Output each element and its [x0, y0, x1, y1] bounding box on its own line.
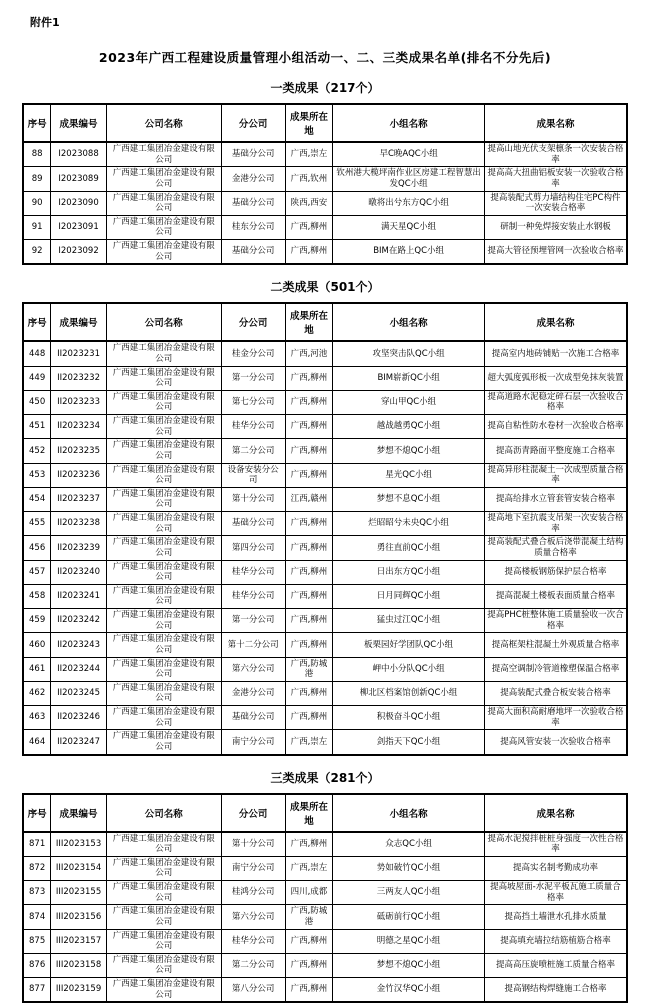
cell-branch: 基础分公司: [221, 240, 285, 265]
cell-code: II2023242: [51, 609, 107, 633]
cell-code: II2023241: [51, 584, 107, 608]
results-table: [22, 103, 628, 265]
cell-group-name: 砥砺前行QC小组: [333, 905, 485, 929]
table-row: [23, 706, 627, 730]
table-row: [23, 657, 627, 681]
cell-company: 广西建工集团冶金建设有限公司: [106, 609, 221, 633]
cell-serial: 451: [23, 415, 51, 439]
cell-company: 广西建工集团冶金建设有限公司: [106, 905, 221, 929]
cell-code: I2023088: [51, 142, 107, 167]
cell-branch: 第十分公司: [221, 832, 285, 857]
cell-branch: 基础分公司: [221, 706, 285, 730]
cell-company: 广西建工集团冶金建设有限公司: [106, 215, 221, 239]
table-row: [23, 341, 627, 366]
cell-group-name: 攻坚突击队QC小组: [333, 341, 485, 366]
table-row: [23, 191, 627, 215]
cell-group-name: BIM在路上QC小组: [333, 240, 485, 265]
cell-location: 广西,柳州: [285, 215, 333, 239]
cell-location: 广西,崇左: [285, 856, 333, 880]
table-row: [23, 584, 627, 608]
cell-branch: 桂华分公司: [221, 929, 285, 953]
table-row: [23, 633, 627, 657]
header-row: [23, 303, 627, 341]
cell-serial: 450: [23, 390, 51, 414]
cell-result-name: 提高装配式剪力墙结构住宅PC构件一次安装合格率: [484, 191, 627, 215]
section-heading: 三类成果（281个）: [0, 769, 650, 786]
cell-group-name: 暾将出兮东方QC小组: [333, 191, 485, 215]
cell-serial: 874: [23, 905, 51, 929]
section-heading: 二类成果（501个）: [0, 278, 650, 295]
cell-company: 广西建工集团冶金建设有限公司: [106, 512, 221, 536]
cell-company: 广西建工集团冶金建设有限公司: [106, 730, 221, 755]
results-table: [22, 793, 628, 1003]
cell-result-name: 提高沥青路面平整度施工合格率: [484, 439, 627, 463]
cell-code: II2023233: [51, 390, 107, 414]
table-row: [23, 439, 627, 463]
cell-location: 广西,柳州: [285, 560, 333, 584]
cell-serial: 455: [23, 512, 51, 536]
cell-code: III2023156: [51, 905, 107, 929]
cell-group-name: 积极奋斗QC小组: [333, 706, 485, 730]
cell-location: 广西,柳州: [285, 953, 333, 977]
cell-code: I2023089: [51, 167, 107, 191]
attachment-label: 附件1: [30, 14, 650, 30]
cell-result-name: 提高填充墙拉结筋植筋合格率: [484, 929, 627, 953]
cell-company: 广西建工集团冶金建设有限公司: [106, 167, 221, 191]
cell-company: 广西建工集团冶金建设有限公司: [106, 929, 221, 953]
cell-group-name: 三两友人QC小组: [333, 881, 485, 905]
cell-group-name: 日月同辉QC小组: [333, 584, 485, 608]
cell-serial: 459: [23, 609, 51, 633]
cell-result-name: 提高异形柱混凝土一次成型质量合格率: [484, 463, 627, 487]
cell-code: II2023246: [51, 706, 107, 730]
cell-group-name: 星光QC小组: [333, 463, 485, 487]
cell-location: 广西,柳州: [285, 633, 333, 657]
cell-code: II2023244: [51, 657, 107, 681]
table-row: [23, 953, 627, 977]
cell-branch: 第一分公司: [221, 366, 285, 390]
cell-serial: 463: [23, 706, 51, 730]
cell-code: III2023158: [51, 953, 107, 977]
table-row: [23, 609, 627, 633]
cell-branch: 桂华分公司: [221, 584, 285, 608]
table-row: [23, 730, 627, 755]
column-header-code: 成果编号: [51, 794, 107, 832]
cell-company: 广西建工集团冶金建设有限公司: [106, 953, 221, 977]
cell-company: 广西建工集团冶金建设有限公司: [106, 536, 221, 560]
cell-location: 广西,柳州: [285, 832, 333, 857]
cell-serial: 877: [23, 978, 51, 1003]
table-row: [23, 905, 627, 929]
cell-code: III2023153: [51, 832, 107, 857]
table-row: [23, 463, 627, 487]
cell-result-name: 提高水泥搅拌桩桩身强度一次性合格率: [484, 832, 627, 857]
cell-code: II2023243: [51, 633, 107, 657]
cell-location: 广西,柳州: [285, 439, 333, 463]
cell-location: 四川,成都: [285, 881, 333, 905]
cell-result-name: 提高大面积高耐磨地坪一次验收合格率: [484, 706, 627, 730]
table-row: [23, 415, 627, 439]
column-header-company: 公司名称: [106, 104, 221, 142]
cell-group-name: 势如破竹QC小组: [333, 856, 485, 880]
cell-company: 广西建工集团冶金建设有限公司: [106, 191, 221, 215]
cell-group-name: 岬中小分队QC小组: [333, 657, 485, 681]
cell-group-name: 明德之星QC小组: [333, 929, 485, 953]
cell-result-name: 提高自粘性防水卷材一次验收合格率: [484, 415, 627, 439]
cell-result-name: 提高给排水立管套管安装合格率: [484, 487, 627, 511]
cell-location: 广西,柳州: [285, 706, 333, 730]
column-header-serial: 序号: [23, 104, 51, 142]
cell-code: III2023157: [51, 929, 107, 953]
cell-location: 广西,防城港: [285, 657, 333, 681]
cell-result-name: 提高实名制考勤成功率: [484, 856, 627, 880]
cell-branch: 金港分公司: [221, 681, 285, 705]
cell-group-name: 日出东方QC小组: [333, 560, 485, 584]
cell-branch: 基础分公司: [221, 142, 285, 167]
cell-serial: 89: [23, 167, 51, 191]
table-row: [23, 929, 627, 953]
cell-result-name: 提高高大扭曲铝板安装一次验收合格率: [484, 167, 627, 191]
column-header-location: 成果所在地: [285, 303, 333, 341]
column-header-group-name: 小组名称: [333, 794, 485, 832]
cell-location: 广西,柳州: [285, 463, 333, 487]
cell-location: 江西,赣州: [285, 487, 333, 511]
cell-group-name: 勇往直前QC小组: [333, 536, 485, 560]
cell-group-name: 越战越勇QC小组: [333, 415, 485, 439]
cell-location: 广西,崇左: [285, 730, 333, 755]
cell-serial: 456: [23, 536, 51, 560]
column-header-result-name: 成果名称: [484, 303, 627, 341]
column-header-result-name: 成果名称: [484, 794, 627, 832]
column-header-code: 成果编号: [51, 104, 107, 142]
cell-serial: 872: [23, 856, 51, 880]
cell-result-name: 超大弧度弧形板一次成型免抹灰装置: [484, 366, 627, 390]
cell-branch: 桂鸿分公司: [221, 881, 285, 905]
cell-branch: 桂华分公司: [221, 560, 285, 584]
cell-company: 广西建工集团冶金建设有限公司: [106, 439, 221, 463]
cell-branch: 第十分公司: [221, 487, 285, 511]
cell-group-name: 梦想不熄QC小组: [333, 953, 485, 977]
cell-location: 广西,防城港: [285, 905, 333, 929]
cell-code: II2023235: [51, 439, 107, 463]
cell-group-name: 钦州港大榄坪南作业区房建工程智慧出发QC小组: [333, 167, 485, 191]
table-row: [23, 487, 627, 511]
cell-company: 广西建工集团冶金建设有限公司: [106, 657, 221, 681]
cell-result-name: 提高地下室抗震支吊架一次安装合格率: [484, 512, 627, 536]
cell-group-name: 满天星QC小组: [333, 215, 485, 239]
cell-branch: 第二分公司: [221, 439, 285, 463]
cell-location: 广西,柳州: [285, 415, 333, 439]
table-row: [23, 512, 627, 536]
cell-serial: 448: [23, 341, 51, 366]
cell-result-name: 提高坡屋面-水泥平板瓦施工质量合格率: [484, 881, 627, 905]
header-row: [23, 104, 627, 142]
cell-serial: 460: [23, 633, 51, 657]
cell-location: 广西,柳州: [285, 584, 333, 608]
cell-code: II2023238: [51, 512, 107, 536]
cell-group-name: 板栗园好学团队QC小组: [333, 633, 485, 657]
cell-serial: 462: [23, 681, 51, 705]
cell-result-name: 提高空调制冷管道橡塑保温合格率: [484, 657, 627, 681]
page-title: 2023年广西工程建设质量管理小组活动一、二、三类成果名单(排名不分先后): [0, 48, 650, 66]
cell-code: II2023247: [51, 730, 107, 755]
cell-result-name: 提高大管径预埋管网一次验收合格率: [484, 240, 627, 265]
column-header-branch: 分公司: [221, 794, 285, 832]
cell-result-name: 提高混凝土楼板表面质量合格率: [484, 584, 627, 608]
table-row: [23, 856, 627, 880]
cell-branch: 桂华分公司: [221, 415, 285, 439]
cell-location: 广西,柳州: [285, 609, 333, 633]
cell-company: 广西建工集团冶金建设有限公司: [106, 240, 221, 265]
cell-code: III2023159: [51, 978, 107, 1003]
cell-serial: 91: [23, 215, 51, 239]
cell-location: 广西,柳州: [285, 536, 333, 560]
cell-serial: 88: [23, 142, 51, 167]
cell-branch: 金港分公司: [221, 167, 285, 191]
cell-branch: 南宁分公司: [221, 856, 285, 880]
cell-serial: 454: [23, 487, 51, 511]
table-row: [23, 536, 627, 560]
cell-code: III2023155: [51, 881, 107, 905]
column-header-group-name: 小组名称: [333, 303, 485, 341]
cell-location: 陕西,西安: [285, 191, 333, 215]
cell-result-name: 提高高压旋喷桩施工质量合格率: [484, 953, 627, 977]
table-row: [23, 881, 627, 905]
cell-code: II2023237: [51, 487, 107, 511]
cell-serial: 452: [23, 439, 51, 463]
column-header-branch: 分公司: [221, 104, 285, 142]
column-header-branch: 分公司: [221, 303, 285, 341]
cell-result-name: 研制一种免焊接安装止水钢板: [484, 215, 627, 239]
cell-company: 广西建工集团冶金建设有限公司: [106, 560, 221, 584]
cell-serial: 876: [23, 953, 51, 977]
cell-result-name: 提高风管安装一次验收合格率: [484, 730, 627, 755]
cell-code: II2023234: [51, 415, 107, 439]
cell-serial: 90: [23, 191, 51, 215]
cell-result-name: 提高PHC桩整体施工质量验收一次合格率: [484, 609, 627, 633]
cell-group-name: 众志QC小组: [333, 832, 485, 857]
cell-code: II2023240: [51, 560, 107, 584]
cell-branch: 基础分公司: [221, 191, 285, 215]
cell-result-name: 提高楼板钢筋保护层合格率: [484, 560, 627, 584]
cell-location: 广西,崇左: [285, 142, 333, 167]
cell-company: 广西建工集团冶金建设有限公司: [106, 142, 221, 167]
cell-company: 广西建工集团冶金建设有限公司: [106, 415, 221, 439]
cell-company: 广西建工集团冶金建设有限公司: [106, 463, 221, 487]
cell-code: II2023231: [51, 341, 107, 366]
section: [0, 79, 650, 265]
column-header-result-name: 成果名称: [484, 104, 627, 142]
cell-group-name: 穿山甲QC小组: [333, 390, 485, 414]
cell-group-name: 剑指天下QC小组: [333, 730, 485, 755]
column-header-serial: 序号: [23, 794, 51, 832]
cell-serial: 875: [23, 929, 51, 953]
table-row: [23, 390, 627, 414]
section: [0, 278, 650, 755]
cell-group-name: 早C晚AQC小组: [333, 142, 485, 167]
cell-branch: 桂东分公司: [221, 215, 285, 239]
cell-group-name: 梦想不熄QC小组: [333, 439, 485, 463]
cell-code: II2023239: [51, 536, 107, 560]
cell-location: 广西,柳州: [285, 390, 333, 414]
cell-branch: 第十二分公司: [221, 633, 285, 657]
cell-serial: 458: [23, 584, 51, 608]
cell-group-name: BIM崭新QC小组: [333, 366, 485, 390]
cell-code: I2023092: [51, 240, 107, 265]
table-row: [23, 142, 627, 167]
table-row: [23, 978, 627, 1003]
table-row: [23, 240, 627, 265]
column-header-company: 公司名称: [106, 794, 221, 832]
cell-result-name: 提高框架柱混凝土外观质量合格率: [484, 633, 627, 657]
cell-company: 广西建工集团冶金建设有限公司: [106, 832, 221, 857]
cell-location: 广西,柳州: [285, 366, 333, 390]
column-header-location: 成果所在地: [285, 794, 333, 832]
cell-serial: 453: [23, 463, 51, 487]
results-table: [22, 302, 628, 755]
cell-code: I2023090: [51, 191, 107, 215]
cell-company: 广西建工集团冶金建设有限公司: [106, 881, 221, 905]
column-header-group-name: 小组名称: [333, 104, 485, 142]
cell-branch: 第六分公司: [221, 657, 285, 681]
cell-company: 广西建工集团冶金建设有限公司: [106, 390, 221, 414]
cell-result-name: 提高钢结构焊缝施工合格率: [484, 978, 627, 1003]
section-heading: 一类成果（217个）: [0, 79, 650, 96]
cell-result-name: 提高室内地砖铺贴一次施工合格率: [484, 341, 627, 366]
cell-serial: 464: [23, 730, 51, 755]
cell-group-name: 金竹汉华QC小组: [333, 978, 485, 1003]
cell-branch: 第八分公司: [221, 978, 285, 1003]
cell-branch: 设备安装分公司: [221, 463, 285, 487]
cell-branch: 第一分公司: [221, 609, 285, 633]
cell-location: 广西,钦州: [285, 167, 333, 191]
cell-location: 广西,柳州: [285, 978, 333, 1003]
table-row: [23, 167, 627, 191]
cell-location: 广西,柳州: [285, 512, 333, 536]
cell-serial: 871: [23, 832, 51, 857]
cell-group-name: 烂昭昭兮未央QC小组: [333, 512, 485, 536]
cell-serial: 92: [23, 240, 51, 265]
table-row: [23, 560, 627, 584]
cell-group-name: 柳北区档案馆创新QC小组: [333, 681, 485, 705]
cell-serial: 873: [23, 881, 51, 905]
cell-code: III2023154: [51, 856, 107, 880]
cell-location: 广西,柳州: [285, 681, 333, 705]
table-row: [23, 681, 627, 705]
cell-location: 广西,柳州: [285, 240, 333, 265]
cell-company: 广西建工集团冶金建设有限公司: [106, 584, 221, 608]
cell-serial: 457: [23, 560, 51, 584]
sections-container: [0, 79, 650, 1003]
section: [0, 769, 650, 1003]
cell-code: I2023091: [51, 215, 107, 239]
cell-group-name: 梦想不息QC小组: [333, 487, 485, 511]
cell-branch: 桂金分公司: [221, 341, 285, 366]
table-row: [23, 215, 627, 239]
cell-location: 广西,柳州: [285, 929, 333, 953]
cell-result-name: 提高装配式叠合板后浇带混凝土结构质量合格率: [484, 536, 627, 560]
cell-company: 广西建工集团冶金建设有限公司: [106, 341, 221, 366]
table-row: [23, 366, 627, 390]
cell-branch: 第六分公司: [221, 905, 285, 929]
column-header-company: 公司名称: [106, 303, 221, 341]
cell-code: II2023245: [51, 681, 107, 705]
cell-branch: 第四分公司: [221, 536, 285, 560]
header-row: [23, 794, 627, 832]
cell-result-name: 提高山地光伏支架檩条一次安装合格率: [484, 142, 627, 167]
cell-branch: 南宁分公司: [221, 730, 285, 755]
cell-code: II2023236: [51, 463, 107, 487]
cell-branch: 第七分公司: [221, 390, 285, 414]
column-header-serial: 序号: [23, 303, 51, 341]
column-header-location: 成果所在地: [285, 104, 333, 142]
table-row: [23, 832, 627, 857]
cell-company: 广西建工集团冶金建设有限公司: [106, 681, 221, 705]
cell-result-name: 提高挡土墙泄水孔排水质量: [484, 905, 627, 929]
cell-serial: 461: [23, 657, 51, 681]
cell-result-name: 提高装配式叠合板安装合格率: [484, 681, 627, 705]
cell-result-name: 提高道路水泥稳定碎石层一次验收合格率: [484, 390, 627, 414]
cell-company: 广西建工集团冶金建设有限公司: [106, 706, 221, 730]
cell-branch: 第二分公司: [221, 953, 285, 977]
cell-serial: 449: [23, 366, 51, 390]
cell-company: 广西建工集团冶金建设有限公司: [106, 978, 221, 1003]
cell-branch: 基础分公司: [221, 512, 285, 536]
cell-company: 广西建工集团冶金建设有限公司: [106, 366, 221, 390]
cell-location: 广西,河池: [285, 341, 333, 366]
cell-company: 广西建工集团冶金建设有限公司: [106, 856, 221, 880]
cell-company: 广西建工集团冶金建设有限公司: [106, 633, 221, 657]
cell-code: II2023232: [51, 366, 107, 390]
cell-group-name: 猛虫过江QC小组: [333, 609, 485, 633]
cell-company: 广西建工集团冶金建设有限公司: [106, 487, 221, 511]
column-header-code: 成果编号: [51, 303, 107, 341]
